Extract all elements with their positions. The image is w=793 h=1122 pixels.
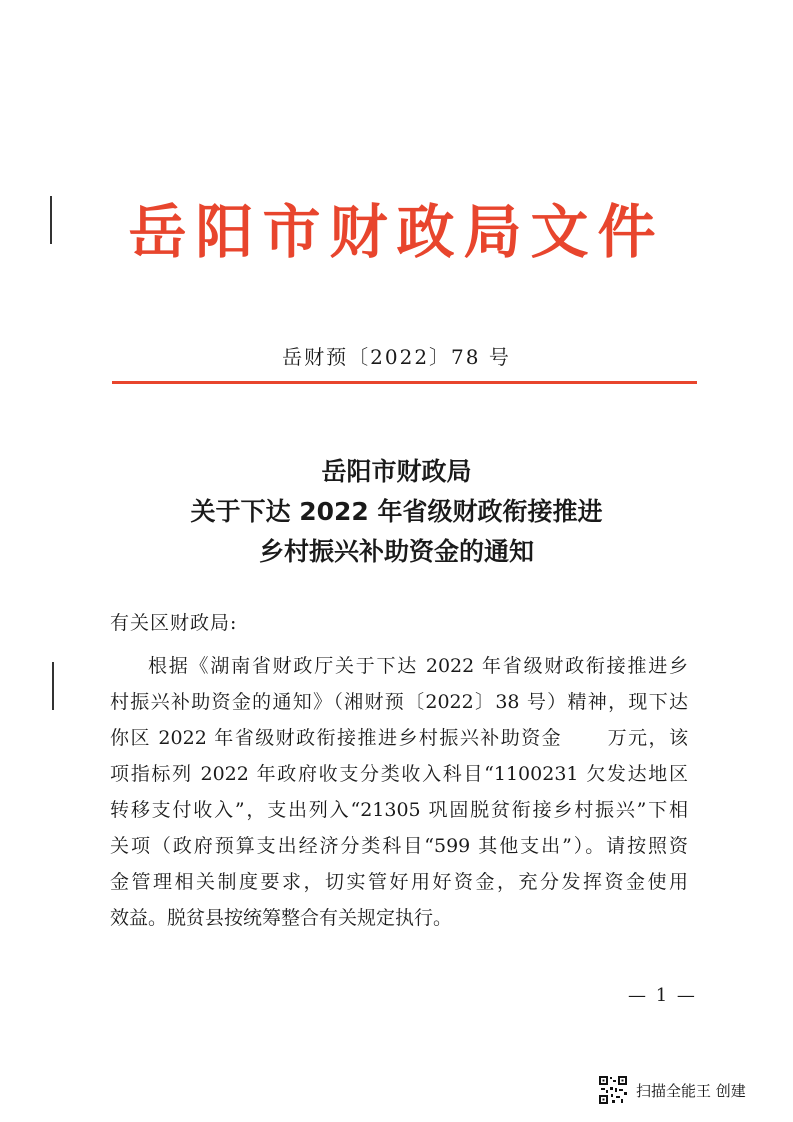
title-line-2: 关于下达 2022 年省级财政衔接推进	[190, 497, 603, 526]
body-paragraph	[110, 648, 688, 936]
body-line-6: 关项（政府预算支出经济分类科目“599 其他支出”）。请按照资	[110, 835, 688, 857]
body-line-8: 效益。脱贫县按统筹整合有关规定执行。	[110, 907, 453, 929]
page-number: — 1 —	[628, 985, 697, 1006]
body-line-2: 村振兴补助资金的通知》（湘财预〔2022〕38 号）精神，现下达	[110, 691, 688, 713]
qr-code-icon	[598, 1075, 628, 1105]
scanner-watermark-label: 扫描全能王 创建	[636, 1082, 746, 1100]
document-header-title: 岳阳市财政局文件	[128, 198, 665, 266]
binding-mark-bottom	[52, 662, 54, 710]
body-line-7: 金管理相关制度要求，切实管好用好资金，充分发挥资金使用	[110, 871, 688, 893]
title-line-3: 乡村振兴补助资金的通知	[258, 537, 534, 566]
document-number: 岳财预〔2022〕78 号	[282, 345, 511, 369]
addressee: 有关区财政局:	[110, 612, 238, 634]
body-line-5: 转移支付收入”，支出列入“21305 巩固脱贫衔接乡村振兴”下相	[110, 799, 688, 821]
body-line-3-part-1: 你区 2022 年省级财政衔接推进乡村振兴补助资金	[110, 727, 563, 749]
red-divider-line	[112, 381, 697, 384]
title-line-1: 岳阳市财政局	[321, 457, 472, 486]
body-line-3-part-2: 万元，该	[606, 727, 688, 749]
body-line-4: 项指标列 2022 年政府收支分类收入科目“1100231 欠发达地区	[110, 763, 688, 785]
body-line-1: 根据《湖南省财政厅关于下达 2022 年省级财政衔接推进乡	[148, 655, 688, 677]
document-title	[0, 452, 793, 572]
body-line-3	[110, 720, 688, 756]
